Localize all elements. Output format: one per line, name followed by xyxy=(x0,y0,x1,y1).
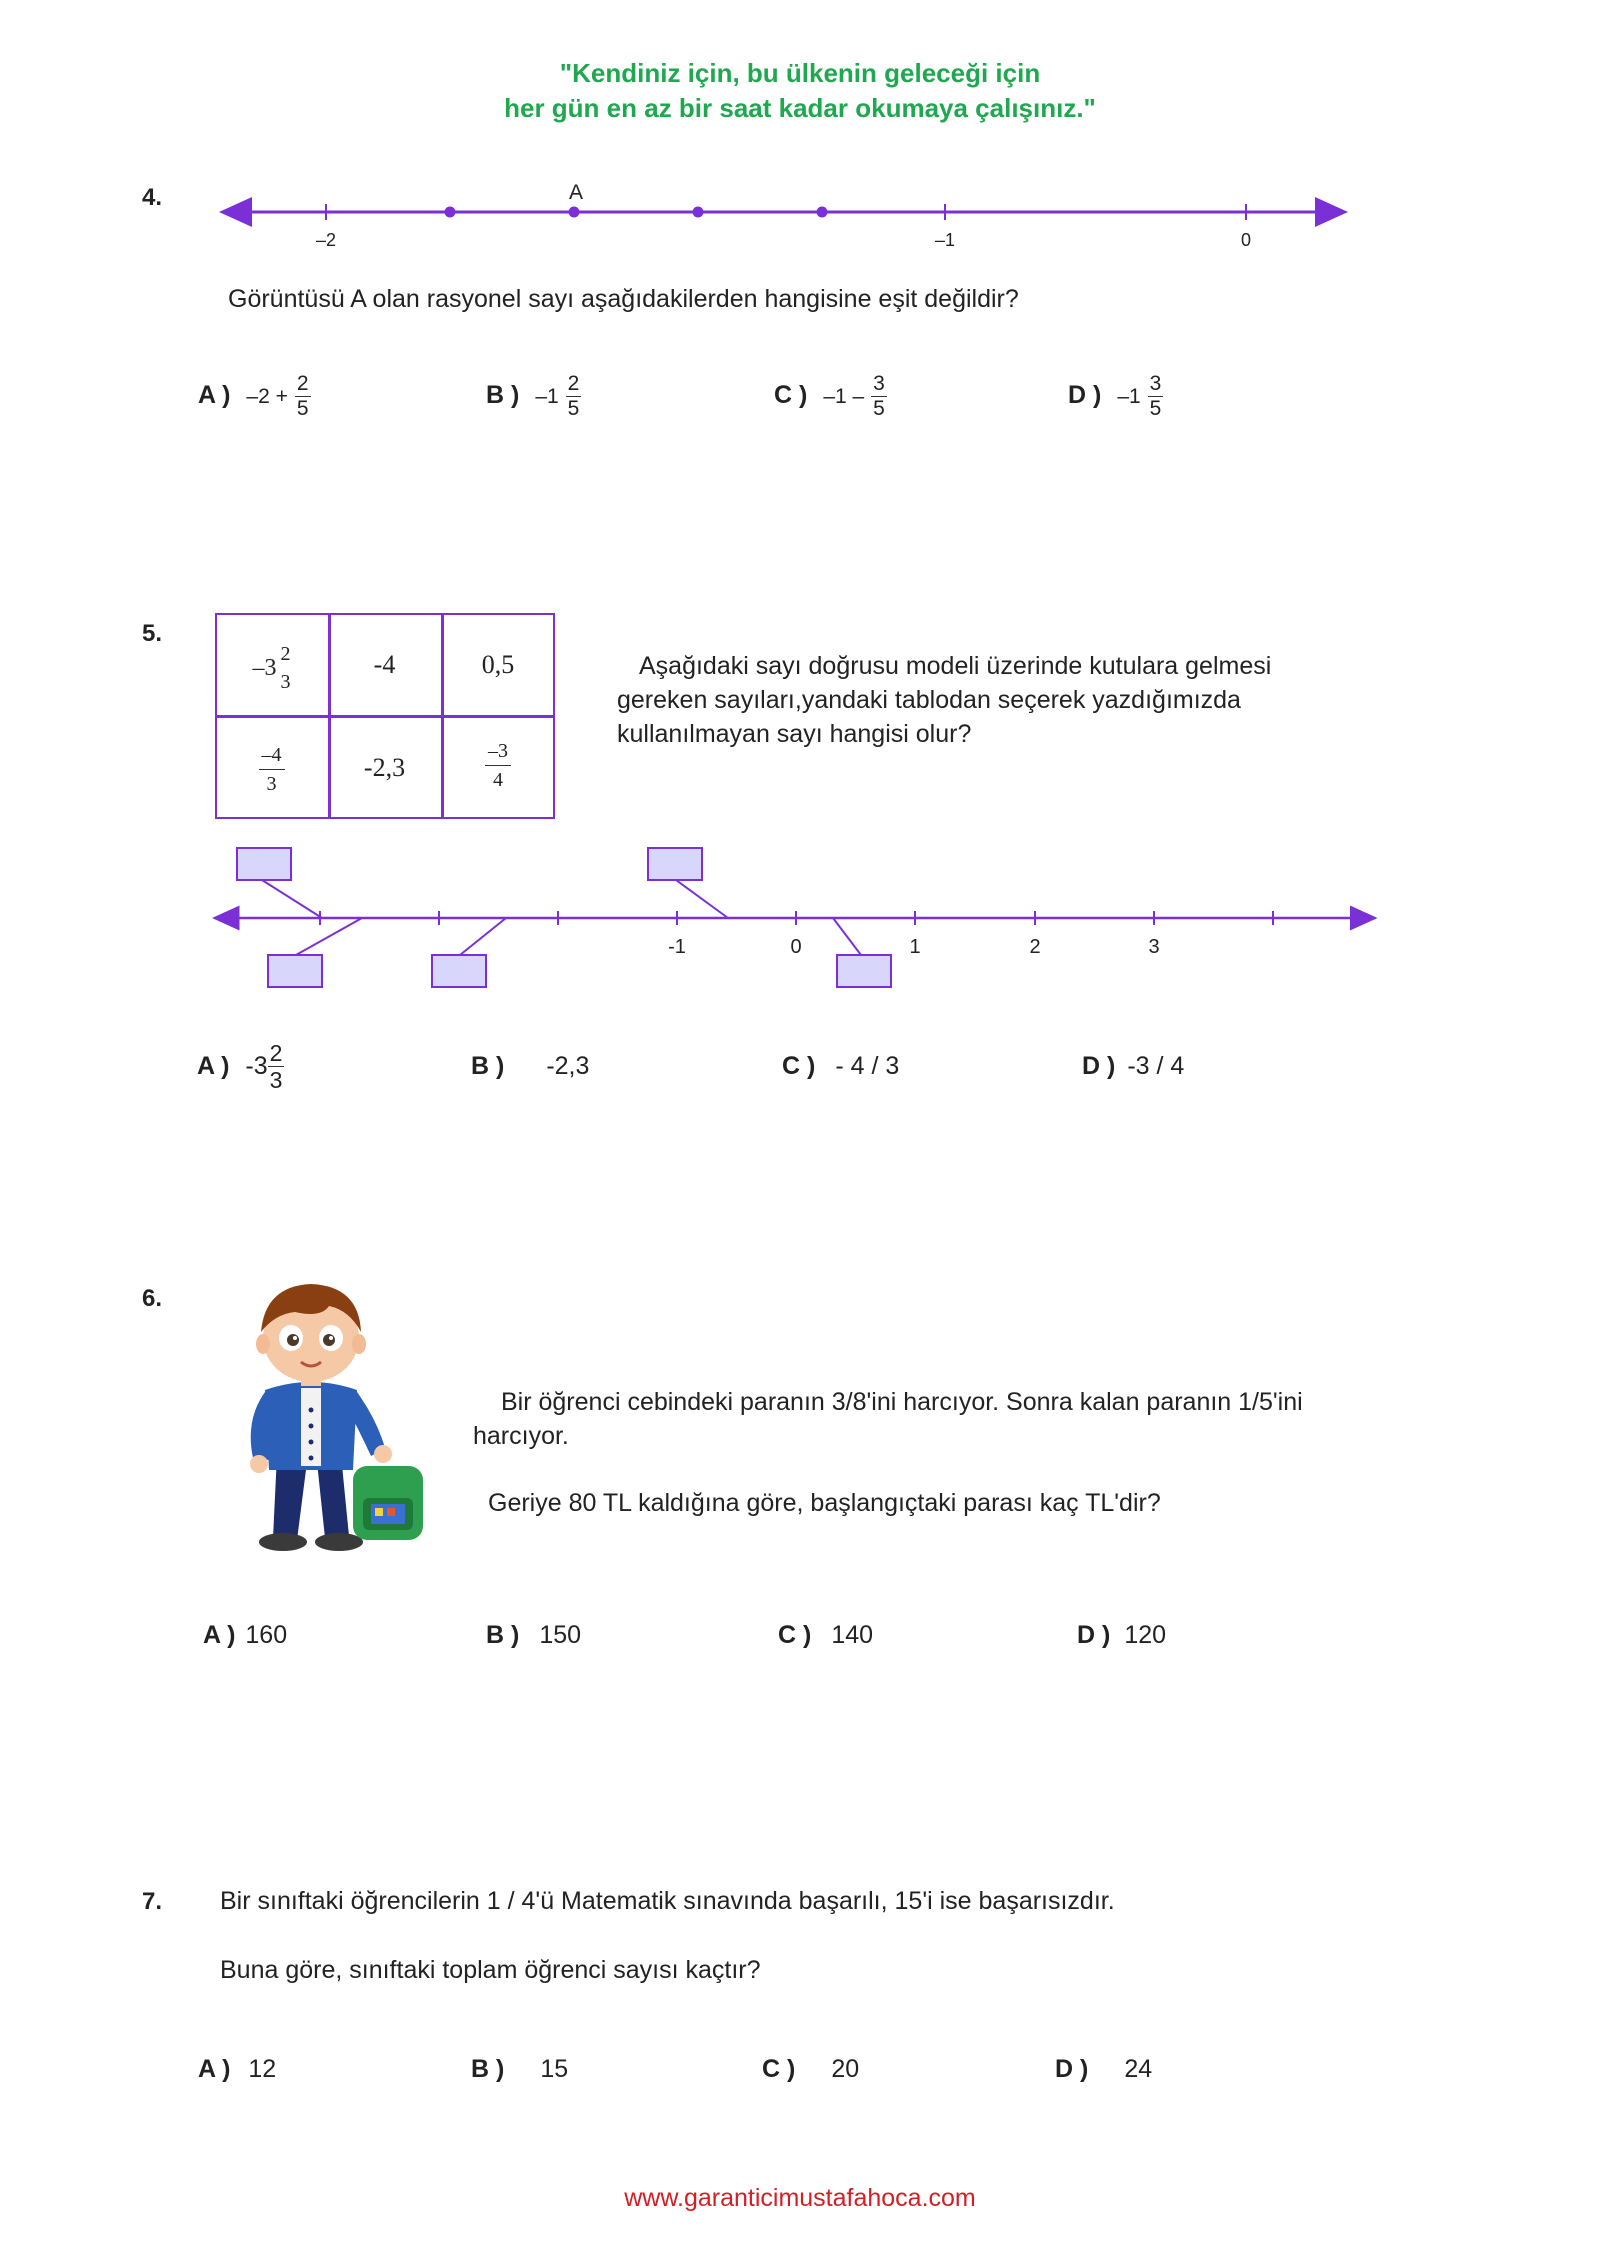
table-cell xyxy=(215,640,328,696)
q5-axis-label: 1 xyxy=(909,936,921,958)
student-illustration xyxy=(225,1270,445,1570)
q7-option-b[interactable] xyxy=(471,2055,568,2084)
table-cell: -2,3 xyxy=(363,753,406,782)
q6-option-c[interactable] xyxy=(778,1621,873,1650)
question-7-number: 7. xyxy=(142,1888,163,1915)
option-text: -3 / 4 xyxy=(1127,1052,1185,1080)
q4-dot xyxy=(693,207,704,218)
answer-box[interactable] xyxy=(268,955,322,987)
option-letter: D ) xyxy=(1055,2055,1089,2083)
q4-option-d[interactable] xyxy=(1068,372,1163,421)
fraction-denominator: 3 xyxy=(266,773,277,795)
q5-question-text: Aşağıdaki sayı doğrusu modeli üzerinde kutulara gelmesi gereken sayıları,yandaki tablodan seçerek yazdığımızda kullanılmayan sayı hangisi olur? xyxy=(617,652,1272,748)
answer-box[interactable] xyxy=(837,955,891,987)
q6-option-d[interactable] xyxy=(1077,1621,1166,1650)
option-text: -2,3 xyxy=(546,1052,590,1080)
q4-option-b[interactable] xyxy=(486,372,581,421)
answer-box[interactable] xyxy=(648,848,702,880)
q6-question-text-2: Geriye 80 TL kaldığına göre, başlangıçtaki parası kaç TL'dir? xyxy=(488,1489,1161,1517)
fraction xyxy=(268,1040,285,1093)
option-text: 140 xyxy=(831,1621,874,1649)
option-prefix: –1 – xyxy=(823,385,865,409)
fraction xyxy=(281,640,291,696)
footer-website-link[interactable]: www.garanticimustafahoca.com xyxy=(624,2184,976,2212)
q7-option-a[interactable] xyxy=(198,2055,276,2084)
option-letter: A ) xyxy=(203,1621,236,1649)
option-letter: D ) xyxy=(1077,1621,1111,1649)
option-letter: A ) xyxy=(198,2055,231,2083)
option-text: 12 xyxy=(248,2055,277,2083)
option-text: - 4 / 3 xyxy=(835,1052,900,1080)
option-text: 20 xyxy=(831,2055,860,2083)
option-text: 24 xyxy=(1124,2055,1153,2083)
option-letter: A ) xyxy=(197,1052,230,1080)
q5-axis-label: 0 xyxy=(790,936,802,958)
fraction-numerator: –3 xyxy=(485,737,511,766)
option-letter: C ) xyxy=(778,1621,812,1649)
option-whole: -3 xyxy=(245,1052,268,1080)
fraction-numerator: 3 xyxy=(1149,372,1162,395)
option-letter: C ) xyxy=(762,2055,796,2083)
option-letter: D ) xyxy=(1068,381,1102,410)
option-text: 160 xyxy=(245,1621,288,1649)
table-divider xyxy=(215,715,555,718)
q6-option-b[interactable] xyxy=(486,1621,581,1650)
fraction-denominator: 5 xyxy=(873,397,885,420)
answer-box[interactable] xyxy=(432,955,486,987)
option-prefix: –1 xyxy=(535,385,559,409)
q4-axis-label: –1 xyxy=(934,230,956,250)
q4-dot-a xyxy=(569,207,580,218)
q4-dot xyxy=(817,207,828,218)
q4-option-c[interactable] xyxy=(774,372,887,421)
motto-line-1: "Kendiniz için, bu ülkenin geleceği için xyxy=(559,58,1041,88)
q5-axis-label: 2 xyxy=(1029,936,1041,958)
q4-number-line xyxy=(0,170,1600,260)
fraction xyxy=(485,737,511,794)
q5-axis-label: 3 xyxy=(1148,936,1160,958)
fraction xyxy=(566,372,582,421)
option-letter: A ) xyxy=(198,381,231,410)
q4-dot xyxy=(445,207,456,218)
option-letter: D ) xyxy=(1082,1052,1116,1080)
fraction-numerator: 2 xyxy=(269,1040,283,1066)
q4-axis-label: –2 xyxy=(315,230,337,250)
option-text: 150 xyxy=(539,1621,582,1649)
q7-question-text-1: Bir sınıftaki öğrencilerin 1 / 4'ü Matematik sınavında başarılı, 15'i ise başarısızdır. xyxy=(220,1887,1115,1915)
fraction-denominator: 3 xyxy=(280,671,291,693)
table-cell xyxy=(441,737,555,794)
fraction-denominator: 3 xyxy=(269,1067,283,1093)
fraction xyxy=(871,372,887,421)
q4-option-a[interactable] xyxy=(198,372,311,421)
fraction xyxy=(1148,372,1164,421)
q5-axis-label: -1 xyxy=(668,936,686,958)
fraction-denominator: 4 xyxy=(493,769,503,791)
motto-line-2: her gün en az bir saat kadar okumaya çalışınız." xyxy=(504,93,1096,123)
fraction xyxy=(295,372,311,421)
option-letter: C ) xyxy=(782,1052,816,1080)
q7-option-c[interactable] xyxy=(762,2055,859,2084)
fraction xyxy=(259,741,285,798)
fraction-numerator: –4 xyxy=(259,741,285,770)
option-letter: B ) xyxy=(486,1621,520,1649)
q4-axis-label: 0 xyxy=(1240,230,1252,250)
q5-option-c[interactable] xyxy=(782,1052,899,1081)
q4-question-text: Görüntüsü A olan rasyonel sayı aşağıdakilerden hangisine eşit değildir? xyxy=(228,285,1019,313)
answer-box[interactable] xyxy=(237,848,291,880)
option-prefix: –2 + xyxy=(246,385,288,409)
fraction-numerator: 2 xyxy=(280,643,291,665)
option-prefix: –1 xyxy=(1117,385,1141,409)
option-text: 15 xyxy=(540,2055,569,2083)
fraction-denominator: 5 xyxy=(1149,397,1162,420)
cell-whole: –3 xyxy=(252,654,277,681)
q5-option-d[interactable] xyxy=(1082,1052,1184,1081)
q6-question-text-1: Bir öğrenci cebindeki paranın 3/8'ini harcıyor. Sonra kalan paranın 1/5'ini harcıyor. xyxy=(473,1388,1303,1450)
fraction-numerator: 2 xyxy=(567,372,580,395)
q5-option-b[interactable] xyxy=(471,1052,589,1081)
option-letter: B ) xyxy=(486,381,520,410)
q6-option-a[interactable] xyxy=(203,1621,287,1650)
fraction-numerator: 2 xyxy=(296,372,309,395)
option-text: 120 xyxy=(1124,1621,1167,1649)
fraction-numerator: 3 xyxy=(873,372,885,395)
question-4-number: 4. xyxy=(142,184,163,211)
fraction-denominator: 5 xyxy=(567,397,580,420)
option-letter: B ) xyxy=(471,1052,505,1080)
table-cell xyxy=(215,741,328,798)
question-6-number: 6. xyxy=(142,1285,163,1312)
table-cell: 0,5 xyxy=(481,650,515,679)
table-cell: -4 xyxy=(373,650,396,679)
q7-option-d[interactable] xyxy=(1055,2055,1152,2084)
q4-point-label: A xyxy=(568,181,584,204)
q7-question-text-2: Buna göre, sınıftaki toplam öğrenci sayısı kaçtır? xyxy=(220,1956,761,1984)
question-5-number: 5. xyxy=(142,620,163,647)
option-letter: B ) xyxy=(471,2055,505,2083)
option-letter: C ) xyxy=(774,381,808,410)
q5-number-line xyxy=(0,830,1600,1000)
fraction-denominator: 5 xyxy=(296,397,309,420)
q5-option-a[interactable] xyxy=(197,1040,284,1093)
